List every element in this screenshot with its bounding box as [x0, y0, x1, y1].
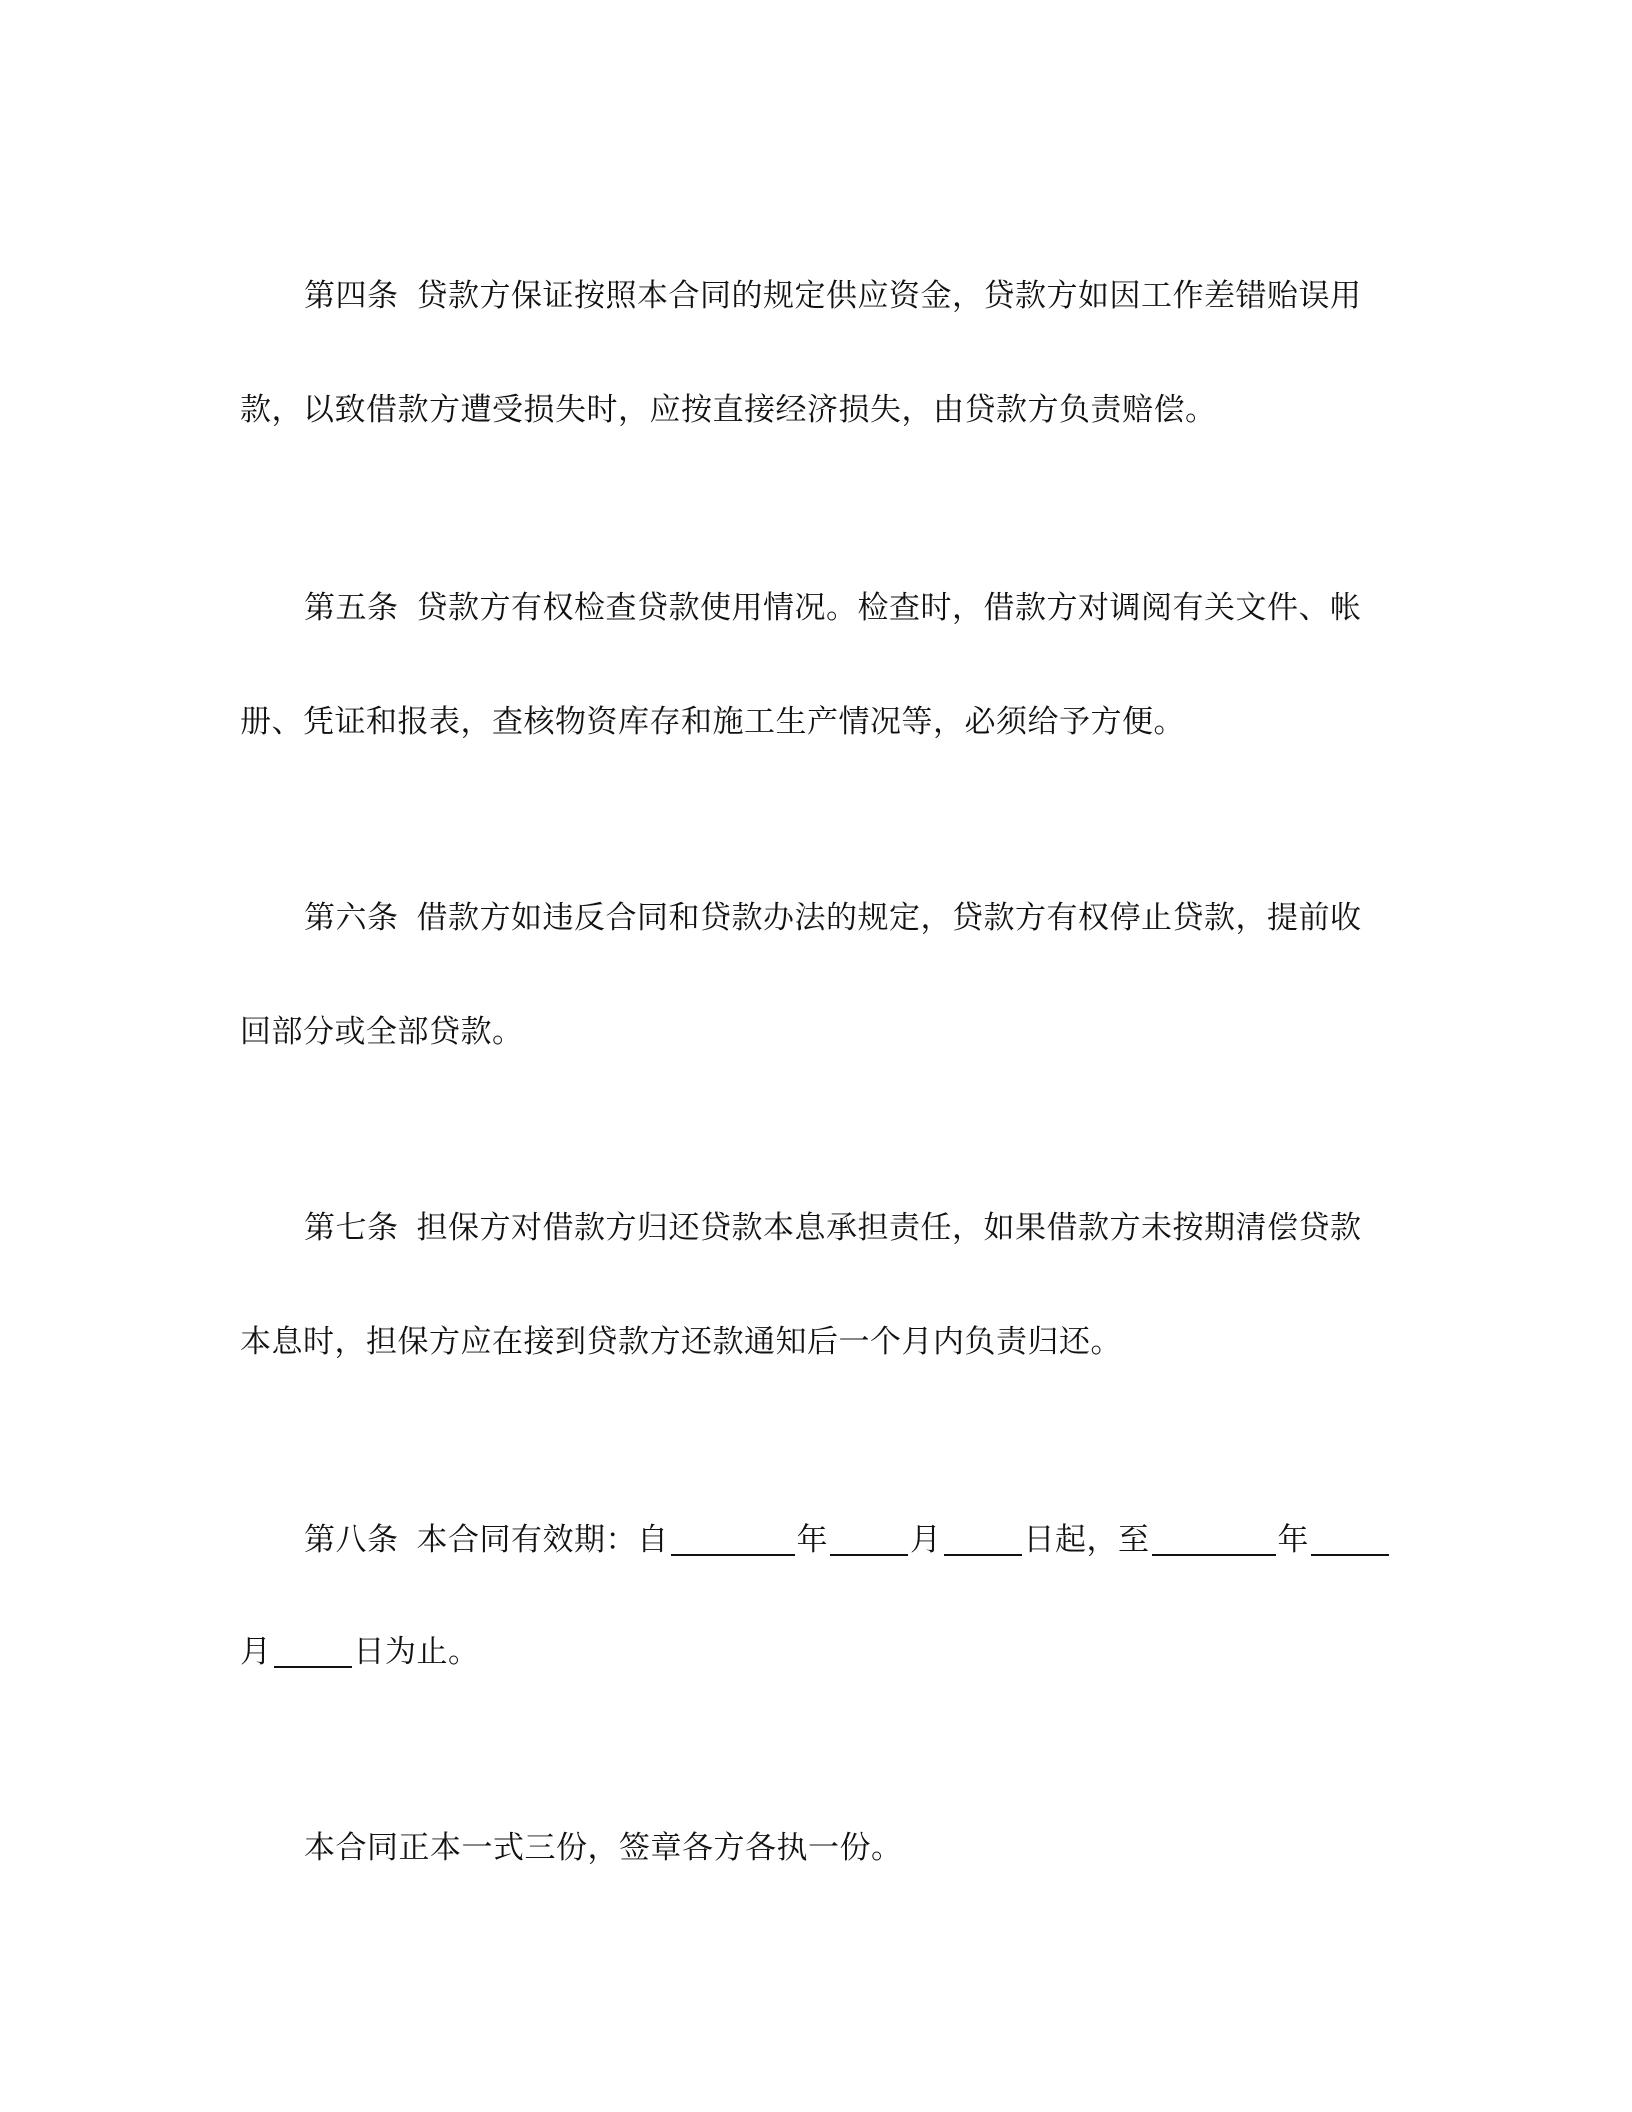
article-4-label: 第四条 [304, 278, 399, 314]
article-8-day-2: 日为止。 [353, 1634, 480, 1670]
article-8-line-1 [304, 1520, 1391, 1560]
end-month-line-blank[interactable] [1311, 1524, 1389, 1556]
article-4-line-1 [304, 276, 1362, 316]
article-8-month-1: 月 [910, 1522, 942, 1558]
article-4-text-1: 贷款方保证按照本合同的规定供应资金，贷款方如因工作差错贻误用 [416, 278, 1362, 314]
article-7-line-2 [240, 1322, 1122, 1362]
closing-line [304, 1828, 903, 1868]
article-4-line-2 [240, 390, 1217, 430]
article-5-text-1: 贷款方有权检查贷款使用情况。检查时，借款方对调阅有关文件、帐 [416, 590, 1362, 626]
article-6-text-1: 借款方如违反合同和贷款办法的规定，贷款方有权停止贷款，提前收 [416, 900, 1362, 936]
article-7-text-2: 本息时，担保方应在接到贷款方还款通知后一个月内负责归还。 [240, 1324, 1122, 1360]
article-8-year-2: 年 [1277, 1522, 1309, 1558]
article-7-text-1: 担保方对借款方归还贷款本息承担责任，如果借款方未按期清偿贷款 [416, 1210, 1362, 1246]
article-6-label: 第六条 [304, 900, 399, 936]
article-6-text-2: 回部分或全部贷款。 [240, 1014, 524, 1050]
start-day-blank[interactable] [944, 1524, 1022, 1556]
article-7-line-1 [304, 1208, 1362, 1248]
article-8-day-1: 日起，至 [1023, 1522, 1150, 1558]
article-7-label: 第七条 [304, 1210, 399, 1246]
article-8-line-2 [240, 1632, 480, 1672]
article-6-line-1 [304, 898, 1362, 938]
article-5-line-2 [240, 702, 1185, 742]
end-year-blank[interactable] [1152, 1524, 1276, 1556]
article-4-text-2: 款，以致借款方遭受损失时，应按直接经济损失，由贷款方负责赔偿。 [240, 392, 1217, 428]
closing-text: 本合同正本一式三份，签章各方各执一份。 [304, 1830, 903, 1866]
start-year-blank[interactable] [671, 1524, 795, 1556]
end-day-blank[interactable] [274, 1636, 352, 1668]
article-5-label: 第五条 [304, 590, 399, 626]
article-8-year-1: 年 [796, 1522, 828, 1558]
article-8-prefix: 本合同有效期：自 [416, 1522, 669, 1558]
start-month-blank[interactable] [830, 1524, 908, 1556]
article-5-text-2: 册、凭证和报表，查核物资库存和施工生产情况等，必须给予方便。 [240, 704, 1185, 740]
article-5-line-1 [304, 588, 1362, 628]
article-8-month-2: 月 [240, 1634, 272, 1670]
article-8-label: 第八条 [304, 1522, 399, 1558]
article-6-line-2 [240, 1012, 524, 1052]
